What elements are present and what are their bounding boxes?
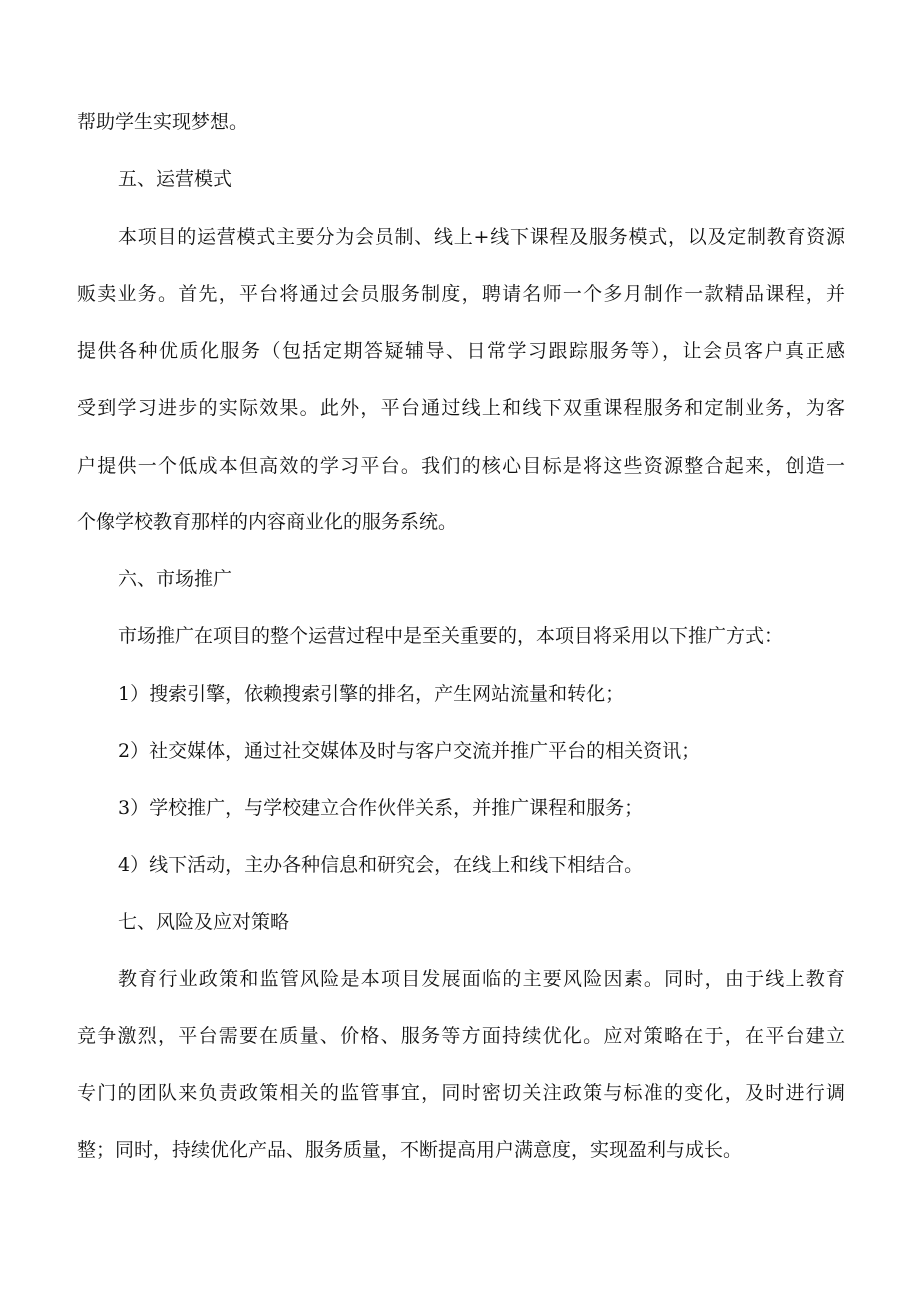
paragraph-line: 专门的团队来负责政策相关的监管事宜，同时密切关注政策与标准的变化，及时进行调 [77, 1082, 845, 1104]
paragraph-line: 教育行业政策和监管风险是本项目发展面临的主要风险因素。同时，由于线上教育 [118, 968, 845, 990]
list-item: 4）线下活动，主办各种信息和研究会，在线上和线下相结合。 [118, 854, 644, 876]
list-item: 3）学校推广，与学校建立合作伙伴关系，并推广课程和服务； [118, 797, 644, 819]
paragraph-line: 个像学校教育那样的内容商业化的服务系统。 [77, 511, 458, 533]
paragraph-line: 受到学习进步的实际效果。此外，平台通过线上和线下双重课程服务和定制业务，为客 [77, 397, 845, 419]
paragraph-line: 帮助学生实现梦想。 [77, 111, 249, 133]
section-heading-operation-model: 五、运营模式 [118, 168, 233, 190]
paragraph-line: 本项目的运营模式主要分为会员制、线上+线下课程及服务模式，以及定制教育资源 [118, 226, 845, 248]
paragraph-line: 整；同时，持续优化产品、服务质量，不断提高用户满意度，实现盈利与成长。 [77, 1139, 743, 1161]
paragraph-line: 贩卖业务。首先，平台将通过会员服务制度，聘请名师一个多月制作一款精品课程，并 [77, 283, 845, 305]
section-heading-risk: 七、风险及应对策略 [118, 911, 290, 933]
list-item: 2）社交媒体，通过社交媒体及时与客户交流并推广平台的相关资讯； [118, 740, 701, 762]
paragraph-line: 竞争激烈，平台需要在质量、价格、服务等方面持续优化。应对策略在于，在平台建立 [77, 1025, 845, 1047]
paragraph-line: 提供各种优质化服务（包括定期答疑辅导、日常学习跟踪服务等），让会员客户真正感 [77, 340, 845, 362]
list-item: 1）搜索引擎，依赖搜索引擎的排名，产生网站流量和转化； [118, 683, 625, 705]
paragraph-line: 户提供一个低成本但高效的学习平台。我们的核心目标是将这些资源整合起来，创造一 [77, 455, 845, 477]
section-heading-marketing: 六、市场推广 [118, 568, 233, 590]
paragraph-line: 市场推广在项目的整个运营过程中是至关重要的，本项目将采用以下推广方式： [118, 625, 784, 647]
